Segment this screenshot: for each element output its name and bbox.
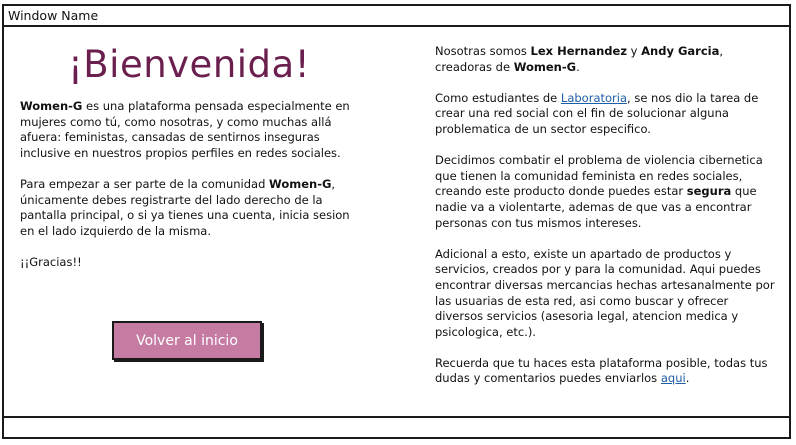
- authors-paragraph: Nosotras somos Lex Hernandez y Andy Garcia, creadoras de Women-G.: [435, 44, 724, 74]
- contact-link[interactable]: aqui: [660, 371, 686, 386]
- intro-paragraph: Women-G es una plataforma pensada especialmente en mujeres como tú, como nosotras, y como muchas allá afuera: feministas, cansadas de sentirnos inseguras inclusive en nuestros propios perfiles en redes sociales.: [20, 99, 350, 160]
- back-to-home-button[interactable]: Volver al inicio: [112, 321, 262, 360]
- window-titlebar: [4, 6, 789, 27]
- instructions-paragraph: Para empezar a ser parte de la comunidad Women-G, únicamente debes registrarte del lado derecho de la pantalla principal, o si ya tienes una cuenta, inicia sesion en el lado izquierdo de la misma.: [20, 176, 350, 238]
- app-window: [2, 4, 791, 439]
- welcome-heading: ¡Bienvenida!: [67, 43, 311, 86]
- origin-paragraph: Como estudiantes de Laboratoria, se nos dio la tarea de crear una red social con el fin de solucionar alguna problematica de un sector especifico.: [435, 90, 759, 136]
- emphasis-segura: segura: [686, 184, 732, 199]
- right-column: [435, 44, 780, 403]
- author-name-andy: Andy Garcia: [641, 44, 720, 58]
- products-paragraph: Adicional a esto, existe un apartado de productos y servicios, creados por y para la comunidad. Aqui puedes encontrar diversas mercancias hechas artesanalmente por las usuarias de esta red, asi como buscar y ofrecer diversos servicios (asesoria legal, atencion medica y psicologica, etc.).: [435, 246, 775, 339]
- content-area: [4, 27, 789, 418]
- brand-name: Women-G: [20, 99, 83, 113]
- brand-name: Women-G: [269, 176, 332, 191]
- laboratoria-link[interactable]: Laboratoria: [560, 90, 628, 105]
- mission-paragraph: Decidimos combatir el problema de violencia cibernetica que tienen la comunidad feminista en redes sociales, creando este producto donde puedes estar segura que nadie va a violentarte, ademas de que vas a encontrar personas con tus mismos intereses.: [435, 153, 763, 230]
- brand-name: Women-G: [513, 59, 577, 74]
- window-title: Window Name: [8, 8, 99, 23]
- left-column: [20, 99, 365, 286]
- thanks-paragraph: ¡¡Gracias!!: [20, 254, 82, 269]
- author-name-lex: Lex Hernandez: [530, 44, 628, 58]
- status-bar: [4, 418, 789, 437]
- contact-paragraph: Recuerda que tu haces esta plataforma posible, todas tus dudas y comentarios puedes enviarlos aqui.: [435, 355, 768, 386]
